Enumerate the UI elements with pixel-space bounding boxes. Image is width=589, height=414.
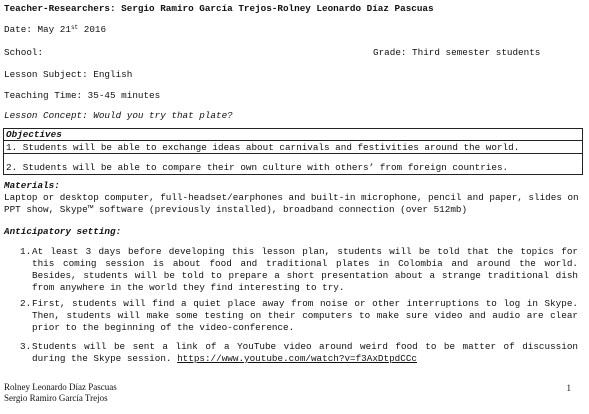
lesson-subject: Lesson Subject: English — [4, 69, 133, 80]
objectives-title: Objectives — [4, 129, 582, 141]
item-number: 1. — [20, 246, 32, 257]
date-prefix: Date: May 21 — [4, 24, 71, 35]
page-number: 1 — [566, 383, 571, 393]
item-text: First, students will find a quiet place away from noise or other interruptions to log in Skype. Then, students will make some testing on their computers to make sure video and audio are clear prior to the beginning of the video-conference. — [32, 298, 578, 333]
footer-name: Rolney Leonardo Díaz Pascuas — [4, 382, 117, 392]
teacher-researchers: Teacher-Researchers: Sergio Ramiro García Trejos-Rolney Leonardo Díaz Pascuas — [4, 3, 434, 14]
teaching-time: Teaching Time: 35-45 minutes — [4, 90, 161, 101]
materials-text: Laptop or desktop computer, full-headset/earphones and built-in microphone, pencil and paper, slides on PPT show, Skype™ software (previously installed), broadband connection (over 512mb) — [4, 192, 579, 215]
materials-title: Materials: — [4, 180, 60, 191]
date-suffix: 2016 — [78, 24, 107, 35]
footer-authors — [4, 382, 117, 404]
footer-name: Sergio Ramiro García Trejos — [4, 393, 108, 403]
objectives-divider — [4, 153, 582, 154]
item-text — [32, 341, 578, 365]
date-superscript: st — [70, 24, 79, 31]
anticipatory-title: Anticipatory setting: — [4, 226, 122, 237]
youtube-link[interactable]: https://www.youtube.com/watch?v=f3AxDtpdCCc — [177, 353, 417, 364]
objective-item: 2. Students will be able to compare their own culture with others’ from foreign countries. — [6, 162, 509, 173]
objectives-table — [3, 128, 583, 175]
lesson-concept: Lesson Concept: Would you try that plate? — [4, 110, 233, 121]
school-label: School: — [4, 47, 44, 58]
objective-item: 1. Students will be able to exchange ideas about carnivals and festivities around the world. — [6, 142, 520, 153]
lesson-date — [4, 24, 106, 36]
item-text-body: Students will be sent a link of a YouTube video around weird food to be matter of discussion during the Skype session. — [32, 341, 578, 364]
grade-label: Grade: Third semester students — [373, 47, 541, 58]
item-text: At least 3 days before developing this lesson plan, students will be told that the topics for this coming session is about food and traditional plates in Colombia and around the world. Besides, students will be told to prepare a short presentation about a strange traditional dish from anywhere in the world they find interesting to try. — [32, 246, 578, 293]
item-number: 2. — [20, 298, 32, 309]
item-number: 3. — [20, 341, 32, 352]
